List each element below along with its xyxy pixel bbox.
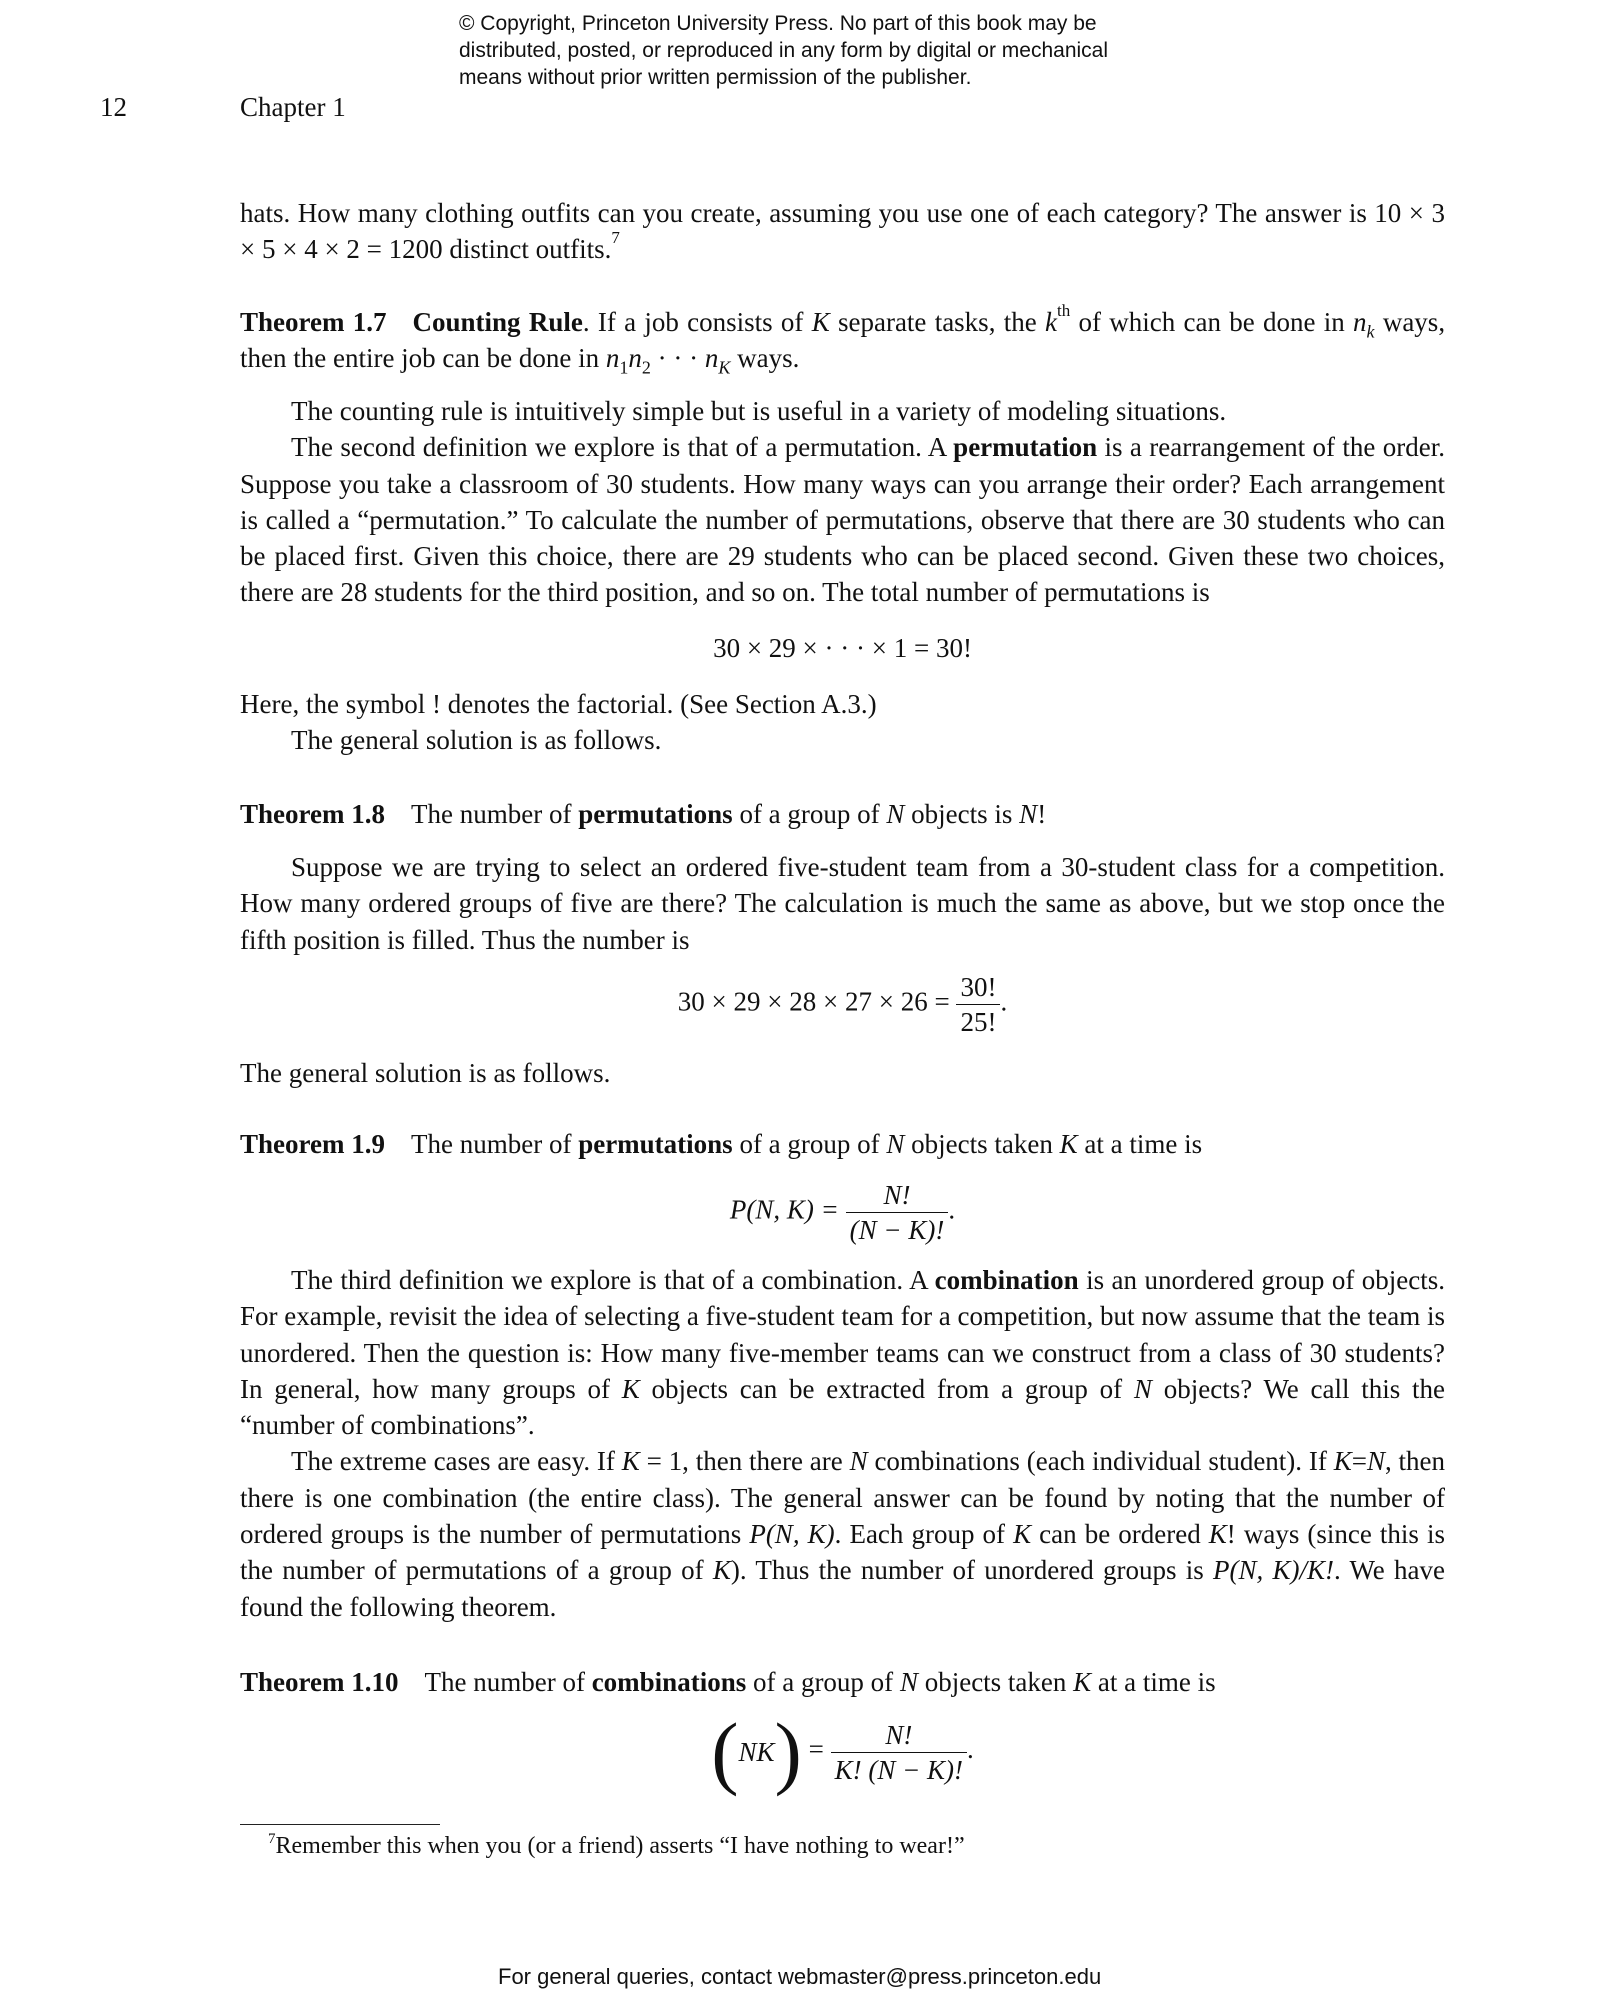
- fraction-numerator: N!: [883, 1180, 911, 1210]
- theorem-text: separate tasks, the: [837, 307, 1037, 337]
- math-var: N: [886, 1129, 905, 1159]
- math-var: n: [605, 343, 620, 374]
- theorem-text: objects taken: [911, 1129, 1053, 1159]
- theorem-text: objects is: [911, 799, 1013, 829]
- paragraph-text: . We have found the following theorem.: [240, 1555, 1446, 1622]
- footnote: [268, 1830, 965, 1862]
- footnote-mark: 7: [268, 1831, 276, 1847]
- fraction: [831, 1718, 967, 1787]
- math-dots: · · ·: [650, 343, 705, 374]
- fraction-numerator: 30!: [960, 972, 997, 1002]
- theorem-label: Theorem 1.9: [240, 1129, 385, 1159]
- math-subscript: 2: [641, 357, 651, 378]
- theorem-1-10: [240, 1664, 1445, 1700]
- theorem-text: of which can be done in: [1078, 307, 1345, 337]
- fraction: [956, 970, 1000, 1039]
- binomial-top: N: [738, 1737, 757, 1767]
- permutation-section: [240, 393, 1445, 611]
- paragraph-text: The third definition we explore is that of a combination. A: [291, 1265, 928, 1295]
- paragraph-text: can be ordered: [1039, 1519, 1201, 1550]
- theorem-text: The number of: [424, 1667, 585, 1697]
- equation-lhs: 30 × 29 × 28 × 27 × 26 =: [677, 986, 950, 1017]
- paragraph-text: objects? We call this the “number of combinations”.: [240, 1373, 1446, 1441]
- math-var: K: [1059, 1129, 1078, 1159]
- math-var: n: [704, 343, 719, 374]
- binomial-bottom: K: [756, 1737, 775, 1767]
- theorem-text: The number of: [410, 799, 572, 829]
- binomial-coefficient: [711, 1706, 802, 1797]
- math-var: N: [1133, 1373, 1152, 1404]
- copyright-notice: [459, 10, 1199, 91]
- footnote-text: Remember this when you (or a friend) asserts “I have nothing to wear!”: [275, 1833, 965, 1859]
- general-solution-text: The general solution is as follows.: [291, 725, 662, 756]
- math-var: N: [899, 1667, 918, 1697]
- paragraph-text: . Each group of: [834, 1519, 1006, 1550]
- math-expression: P(N, K)/K!: [1212, 1555, 1334, 1586]
- paragraph-text: = 1, then there are: [646, 1446, 843, 1477]
- factorial-paragraph: Here, the symbol ! denotes the factorial. (See Section A.3.): [240, 689, 877, 719]
- math-var: N: [1019, 799, 1038, 829]
- paragraph-text: is an unordered group of objects. For example, revisit the idea of selecting a five-student team for a competition, but now assume that the team is unordered. Then the question is: How many five-member teams can we construct from a class of 30 students? In general, how many groups of: [240, 1265, 1445, 1404]
- combination-paragraph: [240, 1262, 1445, 1443]
- paragraph-text: , then there is one combination (the entire class). The general answer can be found by noting that the number of ordered groups is the number of permutations: [240, 1446, 1446, 1550]
- copyright-line-2: distributed, posted, or reproduced in any form by digital or mechanical: [459, 39, 1109, 62]
- equation-ordered: [240, 970, 1445, 1039]
- paragraph-text: The second definition we explore is that of a permutation. A: [291, 432, 946, 463]
- equation-factorial: 30 × 29 × · · · × 1 = 30!: [713, 633, 972, 663]
- equation-end: .: [1000, 986, 1008, 1017]
- theorem-text: objects taken: [924, 1667, 1067, 1697]
- page-number: 12: [100, 92, 127, 122]
- math-var: N: [886, 799, 905, 829]
- math-var: K: [1073, 1667, 1092, 1697]
- theorem-1-9: [240, 1126, 1445, 1162]
- permutation-paragraph: [240, 429, 1445, 610]
- intro-text: hats. How many clothing outfits can you create, assuming you use one of each category? The answer is 10 × 3 × 5 × 4 × 2 = 1200 distinct outfits.: [240, 198, 1445, 265]
- right-paren: ): [774, 1706, 802, 1797]
- theorem-text: at a time is: [1097, 1667, 1216, 1697]
- math-var: K: [621, 1446, 640, 1477]
- math-var: n: [1353, 307, 1367, 337]
- fraction-denominator: K! (N − K)!: [831, 1752, 967, 1787]
- counting-rule-paragraph: The counting rule is intuitively simple but is useful in a variety of modeling situations.: [291, 396, 1227, 426]
- paragraph-text: is a rearrangement of the order. Suppose you take a classroom of 30 students. How many ways can you arrange their order? Each arrangement is called a “permutation.” To calculate the number of permutations, observe that there are 30 students who can be placed first. Given this choice, there are 29 students who can be placed second. Given these two choices, there are 28 students for the third position, and so on. The total number of permutations is: [240, 432, 1445, 608]
- left-paren: (: [711, 1706, 739, 1797]
- defined-term: permutations: [578, 799, 733, 829]
- equation-permutations: [240, 1178, 1445, 1247]
- paragraph-text: =: [1351, 1446, 1367, 1477]
- theorem-text: of a group of: [739, 1129, 880, 1159]
- fraction-numerator: N!: [885, 1719, 913, 1750]
- math-subscript: 1: [619, 357, 629, 378]
- math-expression: P(N, K): [749, 1519, 835, 1550]
- extreme-cases-paragraph: [240, 1443, 1445, 1624]
- equals-sign: =: [808, 1734, 824, 1765]
- math-var: K: [621, 1373, 640, 1404]
- factorial-section: [240, 686, 1445, 759]
- theorem-text: of a group of: [739, 799, 880, 829]
- theorem-1-7: [240, 301, 1446, 378]
- math-var: N: [1366, 1446, 1385, 1477]
- paragraph-text: ! ways (since this is the number of permutations of a group of: [240, 1519, 1445, 1586]
- theorem-label: Theorem 1.8: [240, 799, 385, 829]
- superscript: th: [1056, 301, 1071, 320]
- theorem-text: ways, then the entire job can be done in: [240, 307, 1446, 374]
- copyright-line-3: means without prior written permission of the publisher.: [459, 66, 972, 89]
- fraction-denominator: (N − K)!: [846, 1212, 949, 1247]
- equation-combinations: [240, 1706, 1445, 1797]
- theorem-text: . If a job consists of: [582, 307, 804, 337]
- defined-term: combination: [934, 1265, 1079, 1295]
- theorem-name: Counting Rule: [412, 307, 583, 337]
- defined-term: permutations: [578, 1129, 733, 1159]
- footnote-ref: 7: [611, 228, 620, 248]
- theorem-text: The number of: [410, 1129, 572, 1159]
- theorem-text: !: [1037, 799, 1047, 829]
- fraction: [846, 1178, 949, 1247]
- theorem-label: Theorem 1.7: [240, 307, 387, 337]
- ordered-team-paragraph: Suppose we are trying to select an ordered five-student team from a 30-student class for a competition. How many ordered groups of five are there? The calculation is much the same as above, but we stop once the fifth position is filled. Thus the number is: [240, 852, 1445, 955]
- contact-line: For general queries, contact webmaster@press.princeton.edu: [498, 1964, 1102, 1989]
- math-var: K: [712, 1555, 731, 1586]
- theorem-text: at a time is: [1084, 1129, 1203, 1159]
- math-var: k: [1044, 307, 1057, 337]
- paragraph-text: ). Thus the number of unordered groups is: [730, 1555, 1204, 1586]
- running-head-chapter: Chapter 1: [240, 92, 346, 122]
- intro-paragraph: [240, 195, 1445, 268]
- general-solution-2: [240, 1055, 1445, 1091]
- math-subscript: k: [1366, 321, 1375, 342]
- equation-end: .: [967, 1734, 974, 1765]
- math-var: K: [1208, 1519, 1227, 1550]
- paragraph-text: The extreme cases are easy. If: [291, 1446, 615, 1477]
- math-var: n: [628, 343, 642, 374]
- theorem-label: Theorem 1.10: [240, 1667, 399, 1697]
- footnote-divider: [240, 1824, 440, 1825]
- theorem-text: of a group of: [752, 1667, 894, 1697]
- ordered-team-section: [240, 849, 1445, 958]
- theorem-1-8: [240, 796, 1445, 832]
- math-var: K: [811, 307, 830, 337]
- equation-end: .: [948, 1194, 956, 1225]
- math-var: K: [1013, 1519, 1032, 1550]
- combination-section: [240, 1262, 1445, 1625]
- copyright-line-1: © Copyright, Princeton University Press. No part of this book may be: [459, 12, 1097, 35]
- math-subscript: K: [718, 357, 731, 378]
- general-solution-text: The general solution is as follows.: [240, 1058, 611, 1088]
- binomial-entries: [739, 1737, 775, 1767]
- defined-term: permutation: [953, 432, 1098, 463]
- math-var: N: [849, 1446, 868, 1477]
- fraction-denominator: 25!: [956, 1004, 1000, 1039]
- defined-term: combinations: [591, 1667, 747, 1697]
- equation-lhs: P(N, K) =: [729, 1194, 839, 1225]
- paragraph-text: objects can be extracted from a group of: [651, 1373, 1123, 1404]
- theorem-text: ways.: [737, 343, 800, 374]
- paragraph-text: combinations (each individual student). If: [874, 1446, 1327, 1477]
- math-var: K: [1333, 1446, 1352, 1477]
